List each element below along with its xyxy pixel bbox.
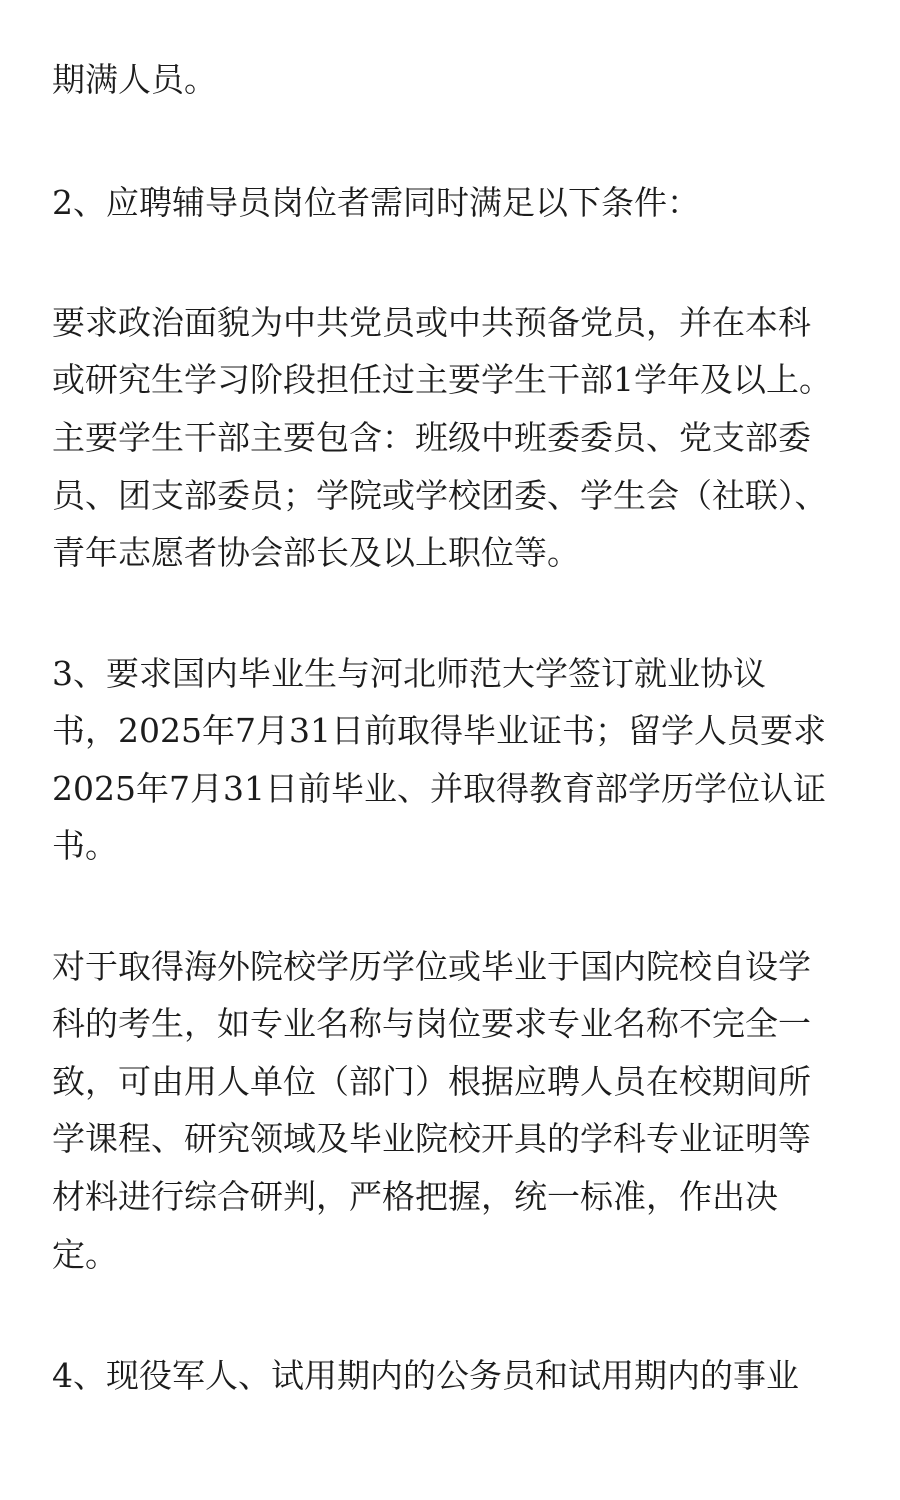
- para-item-2-heading: 2、应聘辅导员岗位者需同时满足以下条件：: [52, 183, 700, 222]
- para-counselor-requirements-line: 主要学生干部主要包含：班级中班委委员、党支部委: [52, 418, 811, 457]
- para-overseas-degree-line: 材料进行综合研判，严格把握，统一标准，作出决: [52, 1177, 778, 1216]
- para-overseas-degree-line: 科的考生，如专业名称与岗位要求专业名称不完全一: [52, 1004, 811, 1043]
- para-overseas-degree-line: 定。: [52, 1235, 118, 1274]
- para-overseas-degree-line: 学课程、研究领域及毕业院校开具的学科专业证明等: [52, 1119, 811, 1158]
- para-overseas-degree-line: 对于取得海外院校学历学位或毕业于国内院校自设学: [52, 947, 811, 986]
- para-item-3-line: 3、要求国内毕业生与河北师范大学签订就业协议: [52, 654, 766, 693]
- para-counselor-requirements-line: 青年志愿者协会部长及以上职位等。: [52, 533, 580, 572]
- para-item-3-line: 书，2025年7月31日前取得毕业证书；留学人员要求: [52, 711, 826, 750]
- para-overseas-degree-line: 致，可由用人单位（部门）根据应聘人员在校期间所: [52, 1062, 811, 1101]
- para-counselor-requirements-line: 或研究生学习阶段担任过主要学生干部1学年及以上。: [52, 360, 832, 399]
- para-counselor-requirements-line: 员、团支部委员；学院或学校团委、学生会（社联）、: [52, 476, 828, 515]
- para-item-3-line: 书。: [52, 826, 118, 865]
- para-continuation-line: 期满人员。: [52, 60, 217, 99]
- para-item-3-line: 2025年7月31日前毕业、并取得教育部学历学位认证: [52, 769, 826, 808]
- para-item-4-line: 4、现役军人、试用期内的公务员和试用期内的事业: [52, 1356, 799, 1395]
- para-counselor-requirements-line: 要求政治面貌为中共党员或中共预备党员，并在本科: [52, 303, 811, 342]
